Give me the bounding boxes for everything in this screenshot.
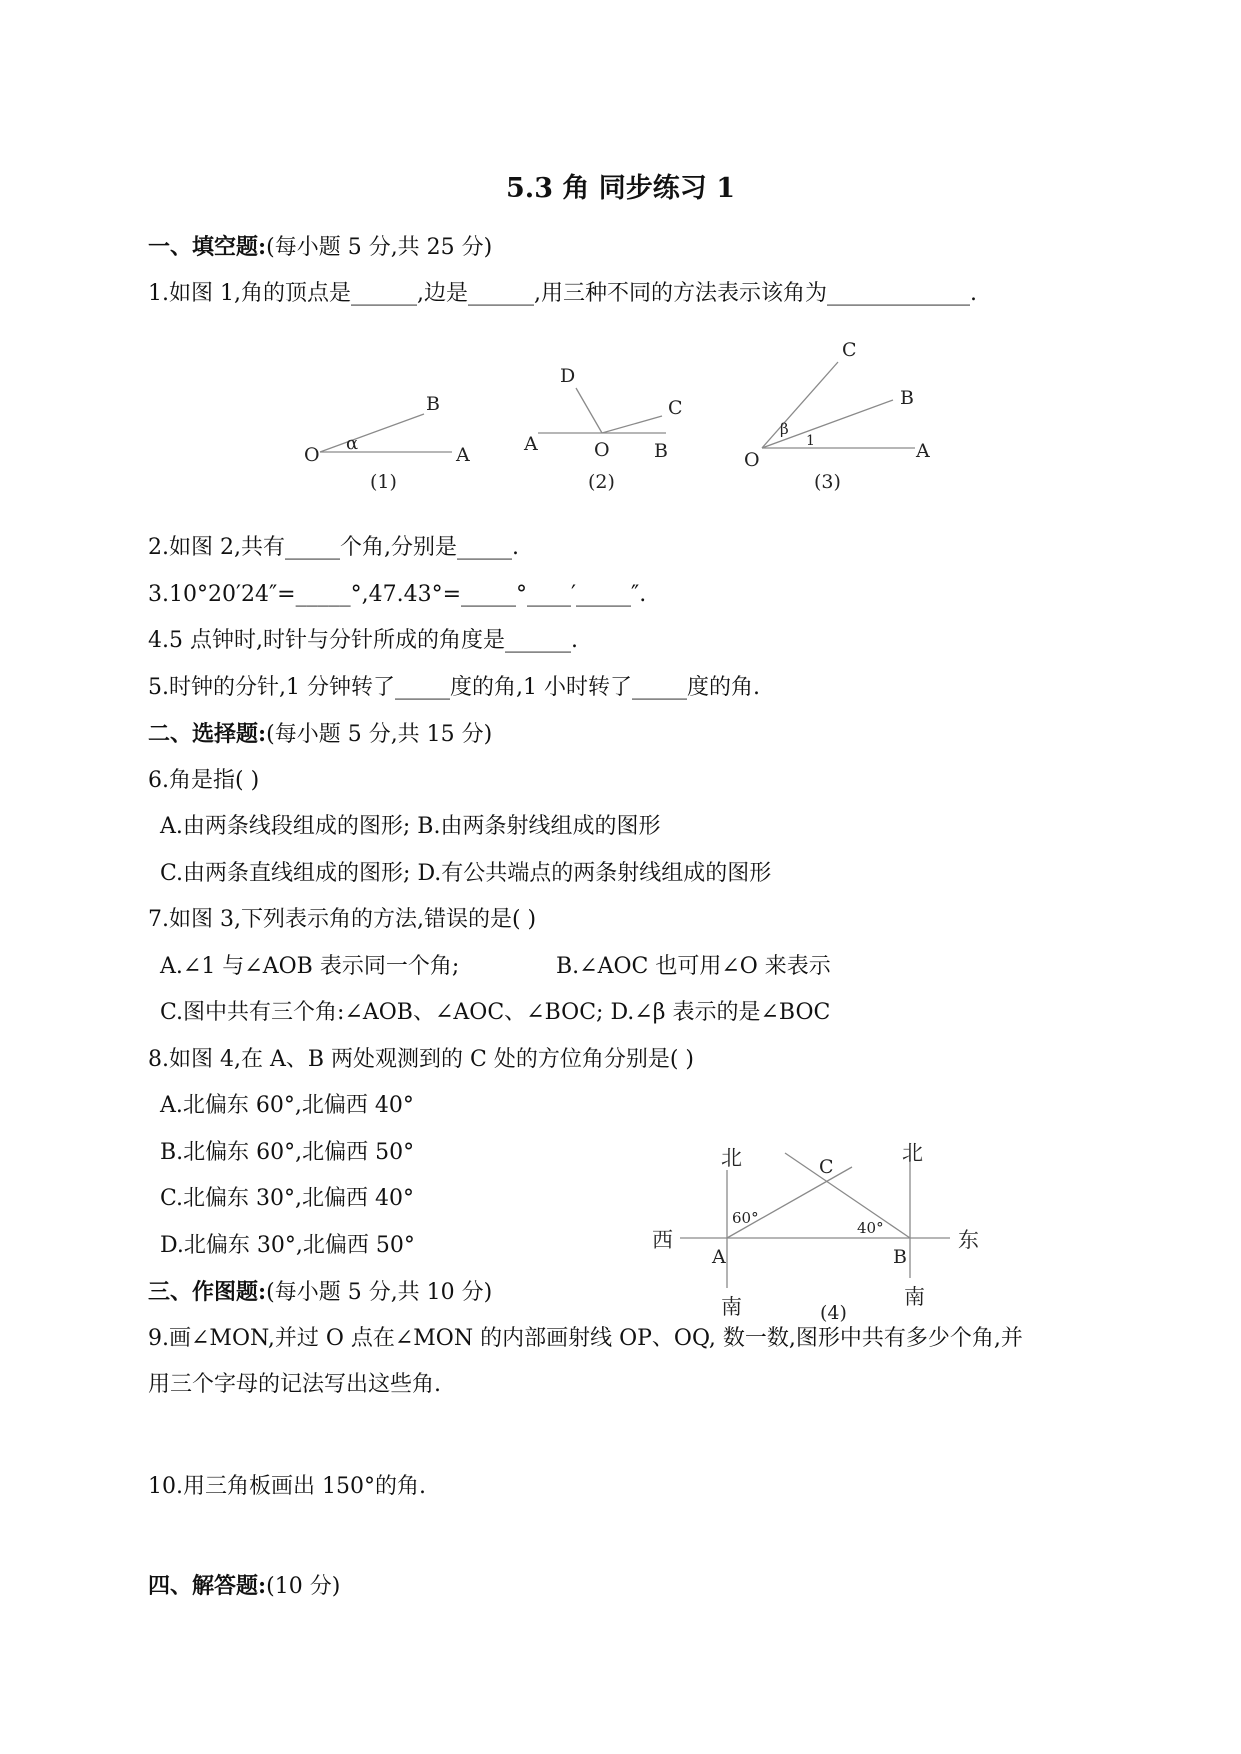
label-o: O [744, 449, 760, 471]
label-a: A [456, 444, 470, 466]
label-north-b: 北 [902, 1141, 923, 1165]
label-west: 西 [652, 1228, 673, 1252]
question-9-line-1: 9.画∠MON,并过 O 点在∠MON 的内部画射线 OP、OQ, 数一数,图形中共有多少个角,并 [148, 1326, 1023, 1351]
section-2-heading: 二、选择题: [148, 721, 267, 747]
question-7-option-b: B.∠AOC 也可用∠O 来表示 [556, 954, 831, 979]
ray-oc [602, 416, 662, 433]
question-5: 5.时钟的分针,1 分钟转了_____度的角,1 小时转了_____度的角. [148, 675, 760, 700]
label-east: 东 [958, 1228, 979, 1252]
question-7-option-a: A.∠1 与∠AOB 表示同一个角; [160, 954, 460, 979]
question-8-option-a: A.北偏东 60°,北偏西 40° [160, 1093, 414, 1118]
section-4-header [148, 1571, 340, 1602]
label-a: A [916, 440, 930, 462]
question-6: 6.角是指( ) [148, 768, 260, 793]
label-alpha: α [346, 433, 359, 454]
question-7-options-cd: C.图中共有三个角:∠AOB、∠AOC、∠BOC; D.∠β 表示的是∠BOC [160, 1000, 831, 1025]
label-b: B [900, 387, 914, 409]
question-6-options-cd: C.由两条直线组成的图形; D.有公共端点的两条射线组成的图形 [160, 861, 772, 886]
question-8-option-d: D.北偏东 30°,北偏西 50° [160, 1233, 415, 1258]
question-6-options-ab: A.由两条线段组成的图形; B.由两条射线组成的图形 [160, 814, 661, 839]
caption-4: (4) [820, 1302, 847, 1324]
label-north-a: 北 [721, 1146, 742, 1170]
section-2-header [148, 719, 492, 750]
page-title: 5.3 角 同步练习 1 [506, 173, 735, 204]
figure-1 [0, 330, 1241, 550]
section-3-heading: 三、作图题: [148, 1279, 267, 1305]
ray-oc [762, 362, 838, 448]
label-south-b: 南 [904, 1285, 925, 1309]
label-c: C [668, 397, 683, 419]
ray-bc [785, 1153, 910, 1238]
question-10: 10.用三角板画出 150°的角. [148, 1474, 426, 1499]
question-9-line-2: 用三个字母的记法写出这些角. [148, 1372, 441, 1397]
question-4: 4.5 点钟时,时针与分针所成的角度是______. [148, 628, 578, 653]
question-8-option-b: B.北偏东 60°,北偏西 50° [160, 1140, 415, 1165]
figure-1-sub-2 [523, 365, 683, 493]
figure-1-sub-3 [744, 339, 930, 493]
label-a: A [524, 433, 538, 455]
ray-ob [320, 414, 424, 452]
section-3-note: (每小题 5 分,共 10 分) [266, 1280, 493, 1305]
section-1-note: (每小题 5 分,共 25 分) [266, 235, 493, 260]
label-a: A [712, 1246, 726, 1268]
section-4-note: (10 分) [266, 1574, 341, 1599]
label-c: C [819, 1156, 834, 1178]
label-south-a: 南 [721, 1295, 742, 1319]
label-b: B [893, 1246, 907, 1268]
label-angle-60: 60° [732, 1209, 759, 1227]
section-1-heading: 一、填空题: [148, 234, 267, 260]
section-2-note: (每小题 5 分,共 15 分) [266, 722, 493, 747]
label-angle-40: 40° [857, 1219, 884, 1237]
question-8-option-c: C.北偏东 30°,北偏西 40° [160, 1186, 415, 1211]
question-8: 8.如图 4,在 A、B 两处观测到的 C 处的方位角分别是( ) [148, 1047, 694, 1072]
label-b: B [426, 393, 440, 415]
label-beta: β [780, 420, 789, 438]
label-o: O [594, 439, 610, 461]
section-1-header [148, 232, 492, 263]
caption-1: (1) [370, 471, 397, 493]
label-1: 1 [806, 433, 815, 449]
label-d: D [560, 365, 576, 387]
label-b: B [654, 440, 668, 462]
section-4-heading: 四、解答题: [148, 1573, 267, 1599]
label-c: C [842, 339, 857, 361]
question-3: 3.10°20′24″=_____°,47.43°=_____°____′_____″. [148, 582, 647, 607]
question-1: 1.如图 1,角的顶点是______,边是______,用三种不同的方法表示该角为_____________. [148, 281, 977, 306]
figure-1-sub-1 [304, 393, 470, 493]
section-3-header [148, 1277, 492, 1308]
caption-3: (3) [814, 471, 841, 493]
caption-2: (2) [588, 471, 615, 493]
ray-od [576, 388, 602, 433]
label-o: O [304, 444, 320, 466]
question-7: 7.如图 3,下列表示角的方法,错误的是( ) [148, 907, 537, 932]
question-2: 2.如图 2,共有_____个角,分别是_____. [148, 535, 519, 560]
